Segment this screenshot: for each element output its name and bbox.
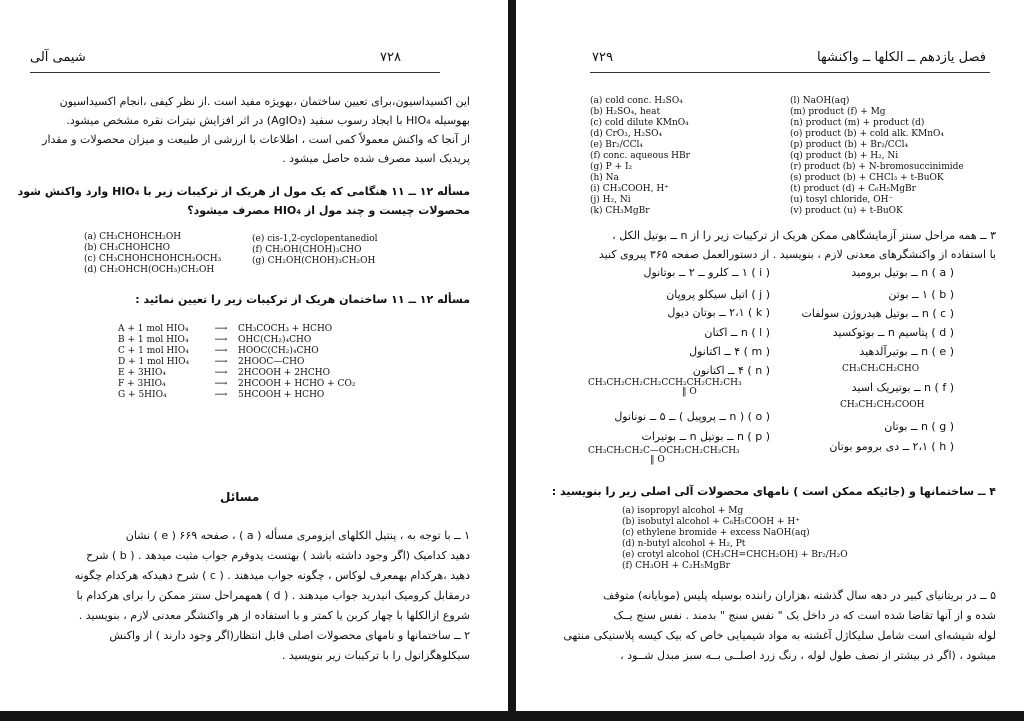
right-header-title: فصل یازدهم ــ الکلها ــ واکنشها [817,50,986,65]
reagent-item: (o) product (b) + cold alk. KMnO₄ [790,129,945,139]
synthesis-item: ( c ) n ــ بوتیل هیدروژن سولفات [801,307,954,320]
reagent-item: (m) product (f) + Mg [790,107,886,117]
formula-p: CH₃CH₂CH₂C—OCH₂CH₂CH₂CH₃ [588,446,740,456]
reaction-lhs: D + 1 mol HIO₄ [118,357,190,367]
reagents-col-2 [790,96,964,217]
synthesis-item: ( n ) ۴ ــ اکتانون [692,364,770,377]
reaction-row [118,324,355,335]
compound-item: (f) CH₂OH(CHOH)₃CHO [252,245,362,255]
reaction-rhs: CH₃COCH₃ + HCHO [238,324,333,334]
reaction-lhs: F + 3HIO₄ [118,379,166,389]
synthesis-item: ( a ) n ــ بوتیل برومید [851,266,954,279]
problem-5-paragraph [562,586,996,666]
problem-12-statement [30,290,470,309]
problems-line: دهید کدامیک (اگر وجود داشته باشد ) بهتست یدوفرم جواب مثبت میدهد . ( b ) شرح [86,549,470,562]
problem-line: شده و از آنها تقاضا شده است که در داخل یک " نفس سنج " بدمند . نفس سنج یــک [613,609,996,622]
left-header-rule [30,72,440,73]
reaction-lhs: B + 1 mol HIO₄ [118,335,189,345]
arrow-icon: ⟶ [214,390,228,400]
reagent-item: (e) Br₂/CCl₄ [590,140,644,150]
reaction-item: (e) crotyl alcohol (CH₃CH=CHCH₂OH) + Br₂/H₂O [622,550,848,560]
reaction-item: (d) n-butyl alcohol + H₂, Pt [622,539,746,549]
arrow-icon: ⟶ [214,379,228,389]
compound-item: (a) CH₃CHOHCH₂OH [84,232,182,242]
synthesis-item: ( o ) ( n ــ پروپیل ) ــ ۵ ــ نونانول [614,410,770,423]
right-page [516,0,1024,721]
reagent-item: (l) NaOH(aq) [790,96,850,106]
reagent-item: (s) product (b) + CHCl₃ + t-BuOK [790,173,944,183]
intro-line: از آنجا که واکنش معمولاً کمی است ، اطلاعات با ارزشی از طبیعت و میزان محصولات و مقدار [42,133,470,146]
reaction-item: (c) ethylene bromide + excess NaOH(aq) [622,528,810,538]
problem-line: محصولات چیست و چند مول از HIO₄ مصرف میشود؟ [187,204,470,217]
reagent-item: (b) H₂SO₄, heat [590,107,661,117]
reaction-row [118,346,355,357]
problems-line: ۲ ــ ساختمانها و نامهای محصولات اصلی قابل انتظار(اگر وجود دارند ) از واکنش [109,629,470,642]
reaction-rhs: 2HCOOH + HCHO + CO₂ [238,379,356,389]
problems-line: شروع ازالکلها با چهار کربن یا کمتر و با استفاده از هر واکنشگر معدنی لازم ، بنویسید . [78,609,470,622]
intro-line: پریدیک اسید مصرف شده حاصل میشود . [282,152,470,165]
reaction-rhs: 2HCOOH + 2HCHO [238,368,331,378]
reagent-item: (k) CH₃MgBr [590,206,650,216]
arrow-icon: ⟶ [214,357,228,367]
right-page-number: ۷۲۹ [592,50,613,65]
left-page [0,0,508,721]
synthesis-item: ( h ) ۲،۱ ــ دی برومو بوتان [829,440,954,453]
reaction-rhs: OHC(CH₂)₄CHO [238,335,312,345]
reagent-item: (c) cold dilute KMnO₄ [590,118,689,128]
reaction-lhs: C + 1 mol HIO₄ [118,346,189,356]
reagent-item: (i) CH₃COOH, H⁺ [590,184,669,194]
scan-edge [0,711,1024,721]
synthesis-item: ( m ) ۴ ــ اکتانول [689,345,770,358]
arrow-icon: ⟶ [214,324,228,334]
reaction-row [118,335,355,346]
reaction-list [118,324,355,401]
compound-item: (e) cis-1,2-cyclopentanediol [252,234,378,244]
intro-line: بهوسیله HIO₄ با ایجاد رسوب سفید (AgIO₃) در اثر افزایش نیترات نقره مشخص میشود. [66,114,470,127]
reagent-item: (f) conc. aqueous HBr [590,151,690,161]
problem-line: مسأله ۱۲ ــ ۱۱ هنگامی که یک مول از هریک از ترکیبات زیر با HIO₄ وارد واکنش شود [17,185,470,198]
book-gutter [508,0,516,721]
synthesis-item: ( g ) n ــ بوتان [884,420,954,433]
reagent-item: (h) Na [590,173,619,183]
problem-line: ۳ ــ همه مراحل سنتز آزمایشگاهی ممکن هریک از ترکیبات زیر را از n ــ بوتیل الکل ، [612,229,996,242]
synthesis-item: ( p ) n ــ بوتیل n ــ بوتیرات [641,430,770,443]
synthesis-item: ( b ) ۱ ــ بوتن [888,288,954,301]
reaction-item: (a) isopropyl alcohol + Mg [622,506,744,516]
reaction-row [118,390,355,401]
problems-line: ۱ ــ با توجه به ، پنتیل الکلهای ایزومری مسأله ( a ) ، صفحه ۶۶۹ ( e ) نشان [125,529,470,542]
synthesis-item: ( e ) n ــ بوتیرآلدهید [859,345,954,358]
reaction-lhs: E + 3HIO₄ [118,368,166,378]
formula-f: CH₃CH₂CH₂COOH [840,400,925,410]
intro-paragraph [30,92,470,168]
compounds-col-1 [84,232,221,276]
reagent-item: (t) product (d) + C₆H₅MgBr [790,184,916,194]
reaction-row [118,357,355,368]
reagent-item: (n) product (m) + product (d) [790,118,925,128]
synthesis-item: ( j ) اتیل سیکلو پروپان [666,288,770,301]
intro-line: این اکسیداسیون،برای تعیین ساختمان ،بهویژه مفید است .از نظر کیفی ،انجام اکسیداسیون [59,95,470,108]
synthesis-item: ( f ) n ــ بوتیریک اسید [851,381,954,394]
problem-line: مسأله ۱۲ ــ ۱۱ ساختمان هریک از ترکیبات زیر را تعیین نمائید : [135,293,470,306]
problem-11-statement [17,182,470,220]
reagent-item: (u) tosyl chloride, OH⁻ [790,195,894,205]
reaction-lhs: G + 5HIO₄ [118,390,167,400]
right-header-rule [590,72,990,73]
reagent-item: (r) product (b) + N-bromosuccinimide [790,162,964,172]
problem-line: لوله شیشه‌ای است شامل سلیکاژل آغشته به مواد شیمیایی خاص که بیک کیسه پلاستیکی منتهی [563,629,996,642]
problems-paragraph [30,526,470,666]
compound-item: (b) CH₃CHOHCHO [84,243,171,253]
reagent-item: (j) H₂, Ni [590,195,631,205]
reagents-col-1 [590,96,690,217]
synthesis-item: ( l ) n ــ اکتان [704,326,770,339]
synthesis-item: ( k ) ۲،۱ ــ بوتان دیول [667,306,770,319]
arrow-icon: ⟶ [214,368,228,378]
reagent-item: (v) product (u) + t-BuOK [790,206,903,216]
problem-4-statement [551,482,996,501]
reaction-row [118,379,355,390]
reagent-item: (d) CrO₃, H₂SO₄ [590,129,663,139]
reagent-item: (q) product (b) + H₂, Ni [790,151,899,161]
arrow-icon: ⟶ [214,335,228,345]
compounds-col-2 [252,234,378,267]
reagent-item: (p) product (b) + Br₂/CCl₄ [790,140,909,150]
compound-item: (g) CH₂OH(CHOH)₃CH₂OH [252,256,376,266]
formula-n: CH₃CH₂CH₂CH₂CCH₂CH₂CH₂CH₃ [588,378,742,388]
reagent-item: (g) P + I₂ [590,162,633,172]
carbonyl-mark: ‖ O [650,455,665,465]
reaction-row [118,368,355,379]
problem-line: ۵ ــ در بریتانیای کبیر در دهه سال گذشته ،هزاران راننده بوسیله پلیس (موبایانه) متوقف [602,589,996,602]
problem-4-items [622,506,848,572]
problems-line: سیکلوهگزانول را با ترکیبات زیر بنویسید . [281,649,470,662]
problem-line: ۴ ــ ساختمانها و (جائیکه ممکن است ) نامهای محصولات آلی اصلی زیر را بنویسید : [551,485,996,498]
problem-line: با استفاده از واکنشگرهای معدنی لازم ، بنویسید . از دستورالعمل صفحه ۳۶۵ پیروی کنید [598,248,996,261]
left-header-title: شیمی آلی [30,50,86,65]
reaction-rhs: 2HOOC—CHO [238,357,305,367]
compound-item: (d) CH₂OHCH(OCH₃)CH₂OH [84,265,215,275]
compound-item: (c) CH₃CHOHCHOHCH₂OCH₃ [84,254,222,264]
reaction-lhs: A + 1 mol HIO₄ [118,324,189,334]
problem-line: میشود ، (اگر در بیشتر از نصف طول لوله ، رنگ زرد اصلــی بــه سبز مبدل شــود ، [620,649,996,662]
reaction-item: (b) isobutyl alcohol + C₆H₅COOH + H⁺ [622,517,800,527]
reaction-item: (f) CH₃OH + C₂H₅MgBr [622,561,730,571]
reaction-rhs: HOOC(CH₂)₄CHO [238,346,319,356]
left-page-number: ۷۲۸ [380,50,401,65]
arrow-icon: ⟶ [214,346,228,356]
reagent-item: (a) cold conc. H₂SO₄ [590,96,683,106]
synthesis-item: ( d ) پتاسیم n ــ بوتوکسید [832,326,954,339]
reaction-rhs: 5HCOOH + HCHO [238,390,325,400]
problems-line: درمقابل کرومیک انیدرید جواب میدهند . ( d ) همهمراحل سنتز ممکن را برای هرکدام با [76,589,470,602]
problems-line: دهید ،هرکدام بهمعرف لوکاس ، چگونه جواب میدهند . ( c ) شرح دهیدکه هرکدام چگونه [74,569,470,582]
carbonyl-mark: ‖ O [682,387,697,397]
section-title: مسائل [220,490,260,504]
synthesis-item: ( i ) ۱ ــ کلرو ــ ۲ ــ بوتانول [643,266,770,279]
formula-e: CH₃CH₂CH₂CHO [842,364,920,374]
problem-3-statement [562,226,996,264]
